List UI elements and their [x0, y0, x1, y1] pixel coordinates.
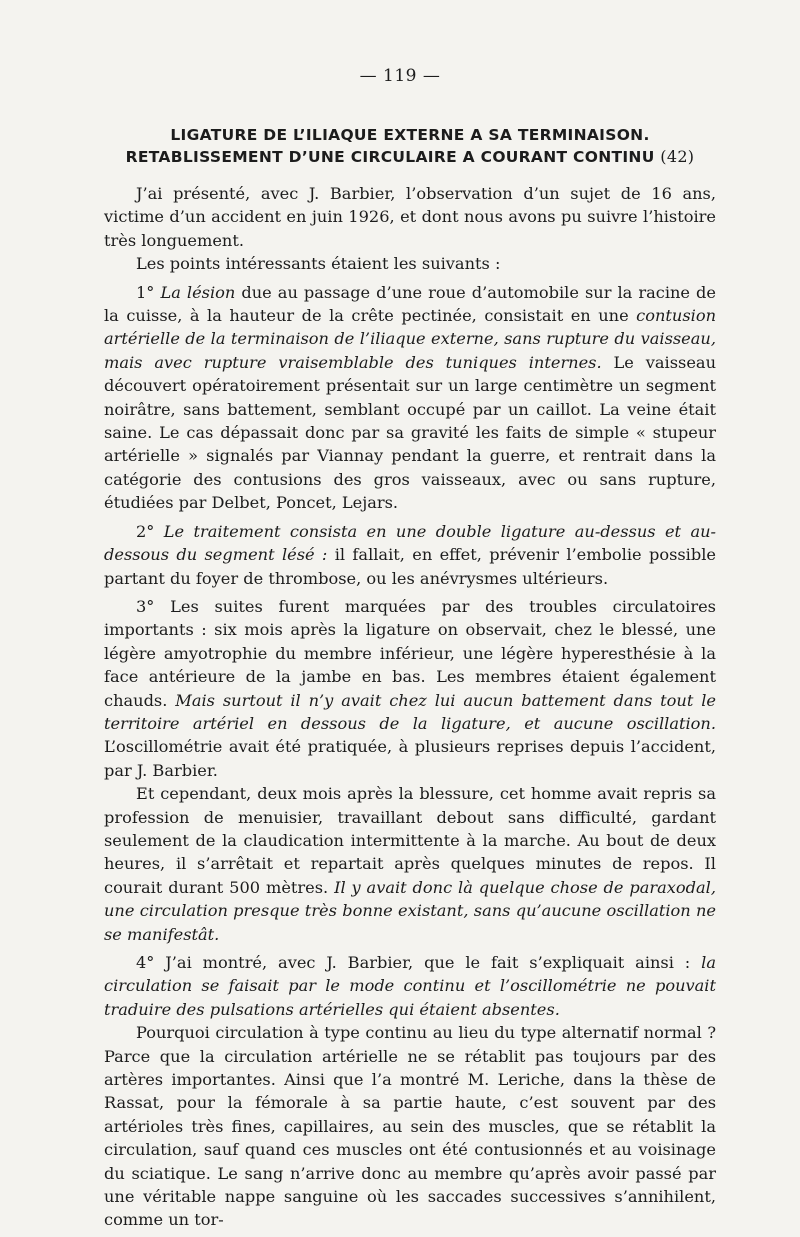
paragraph-point-3 [104, 595, 716, 782]
text-span: Le vaisseau découvert opératoirement présentait sur un large centimètre un segment noirâtre, sans battement, semblant occupé par un caillot. La veine était saine. Le cas dépassait donc par sa gravité les faits de simple « stupeur artérielle » signalés par Viannay pendant la guerre, et rentrait dans la catégorie des contusions des gros vaisseaux, avec ou sans rupture, étudiées par Delbet, Poncet, Lejars. [104, 352, 716, 513]
italic-span: La lésion [160, 282, 236, 302]
text-span: due au passage d’une roue d’automobile sur la racine de la cuisse, à la hauteur de la crête pectinée, consistait en une [104, 282, 717, 326]
text-span: J’ai présenté, avec J. Barbier, l’observation d’un sujet de 16 ans, victime d’un accident en juin 1926, et dont nous avons pu suivre l’histoire très longuement. [104, 184, 716, 250]
italic-span: la circulation se faisait par le mode continu et l’oscillométrie ne pouvait traduire des pulsations artérielles qui étaient absentes. [104, 953, 716, 1019]
text-span: 1° [136, 282, 161, 302]
paragraph-point-4 [104, 951, 716, 1021]
paragraph-points-intro [104, 252, 716, 275]
text-span: Pourquoi circulation à type continu au lieu du type alternatif normal ? Parce que la circulation artérielle ne se rétablit pas toujours par des artères importantes. Ainsi que l’a montré M. Leriche, dans la thèse de Rassat, pour la fémorale à sa partie haute, c’est souvent par des artérioles très fines, capillaires, au sein des muscles, que se rétablit la circulation, sauf quand ces muscles ont été contusionnés et au voisinage du sciatique. Le sang n’arrive donc au membre qu’après avoir passé par une véritable nappe sanguine où les saccades successives s’annihilent, comme un tor- [104, 1023, 716, 1230]
text-span: Et cependant, deux mois après la blessure, cet homme avait repris sa profession de menuisier, travaillant debout sans difficulté, gardant seulement de la claudication intermittente à la marche. Au bout de deux heures, il s’arrêtait et repartait après quelques minutes de repos. Il courait durant 500 mètres. [104, 784, 716, 897]
paragraph-cependant [104, 782, 716, 946]
article-title-text: LIGATURE DE L’ILIAQUE EXTERNE A SA TERMINAISON. RETABLISSEMENT D’UNE CIRCULAIRE A COURANT CONTINU [125, 126, 655, 166]
italic-span: Mais surtout il n’y avait chez lui aucun battement dans tout le territoire artériel en dessous de la ligature, et aucune oscillation. [104, 690, 716, 733]
text-span: 3° Les suites furent marquées par des troubles circulatoires importants : six mois après la ligature on observait, chez le blessé, une légère amyotrophie du membre inférieur, une légère hyperesthésie à la face antérieure de la jambe en bas. Les membres étaient également chauds. [104, 596, 716, 710]
paragraph-pourquoi [104, 1021, 716, 1232]
text-span: 2° [136, 521, 164, 541]
italic-span: contusion artérielle de la terminaison de l’iliaque externe, sans rupture du vaisseau, mais avec rupture vraisemblable des tuniques internes. [104, 306, 716, 372]
paragraph-intro [104, 182, 716, 252]
text-span: Les points intéressants étaient les suivants : [136, 254, 501, 274]
paragraph-point-2 [104, 520, 716, 590]
page-number: — 119 — [359, 66, 441, 86]
article-body [104, 182, 716, 1237]
italic-span: Il y avait donc là quelque chose de paraxodal, une circulation presque très bonne existant, sans qu’aucune oscillation ne se manifestât. [104, 877, 716, 944]
article-title [104, 124, 716, 168]
paragraph-point-1 [104, 281, 716, 515]
italic-span: Le traitement consista en une double ligature au-dessus et au-dessous du segment lésé : [104, 521, 716, 565]
article-reference: (42) [660, 147, 695, 166]
text-span: 4° J’ai montré, avec J. Barbier, que le fait s’expliquait ainsi : [136, 953, 702, 972]
text-span: il fallait, en effet, prévenir l’embolie possible partant du foyer de thrombose, ou les anévrysmes ultérieurs. [104, 545, 716, 588]
text-span: L’oscillométrie avait été pratiquée, à plusieurs reprises depuis l’accident, par J. Barbier. [104, 737, 716, 780]
